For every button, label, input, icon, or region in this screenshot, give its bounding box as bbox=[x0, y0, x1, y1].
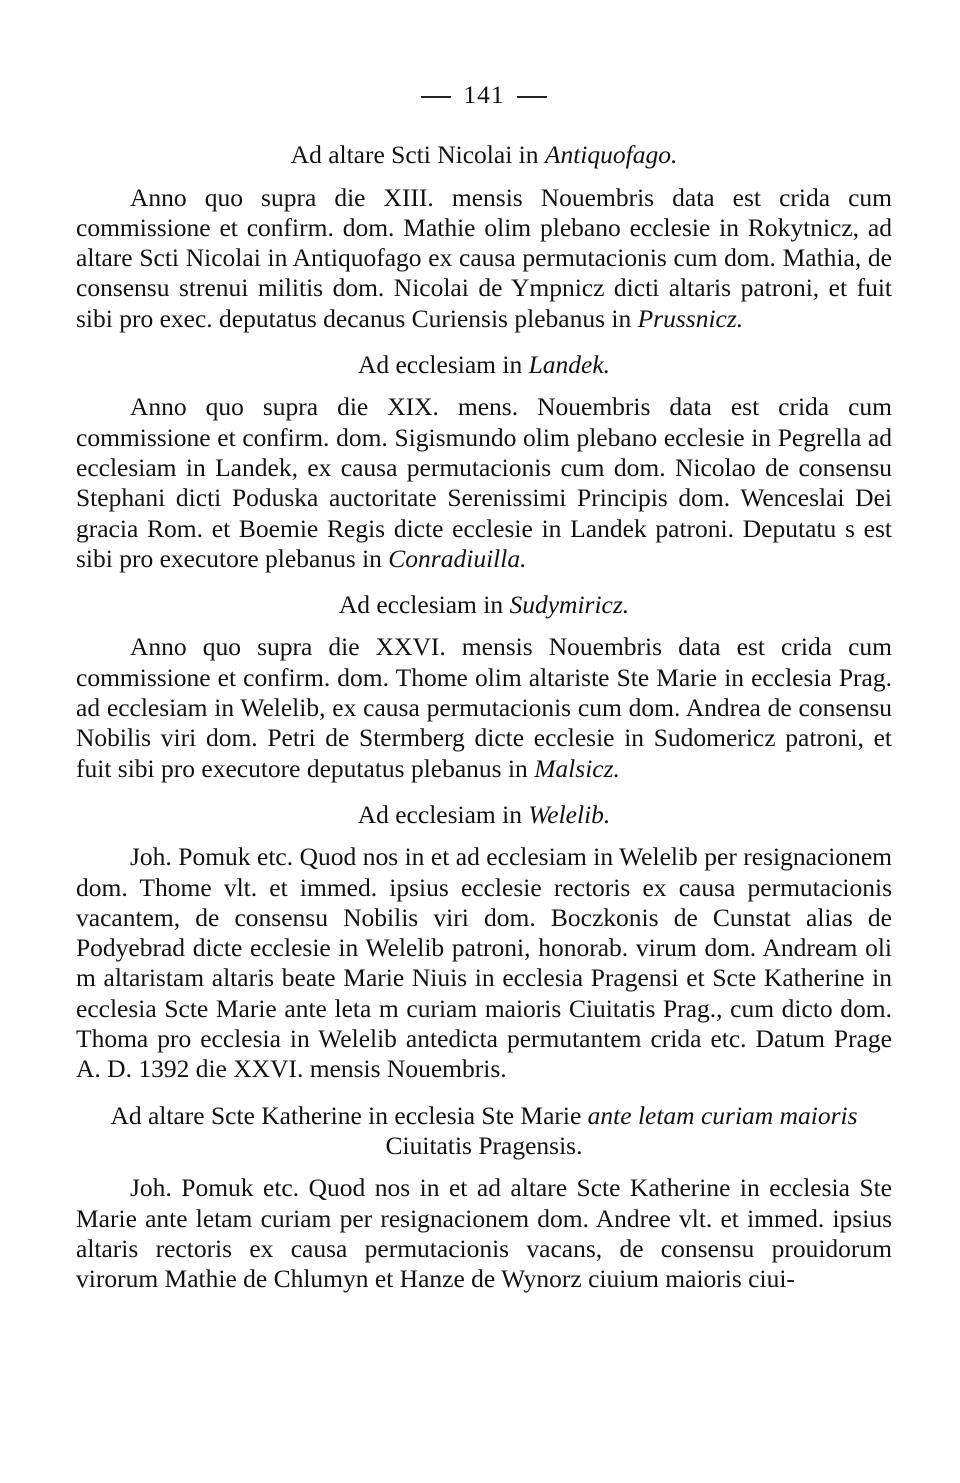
section-heading bbox=[76, 1101, 892, 1162]
section-heading-text: Ciuitatis Pragensis. bbox=[385, 1130, 583, 1160]
section-paragraph-text: Joh. Pomuk etc. Quod nos in et ad altare Scte Katherine in ecclesia Ste Marie ante letam curiam per resignacionem dom. Andree vlt. et immed. ipsius altaris rectoris ex causa permutacionis vacans, de consensu prouidorum virorum Mathie de Chlumyn et Hanze de Wynorz ciuium maioris ciui- bbox=[76, 1173, 892, 1294]
page-number-dash-right bbox=[517, 96, 547, 98]
section-heading-italic-text: Sudymiricz. bbox=[509, 590, 630, 620]
section-heading-italic-text: Landek. bbox=[528, 350, 611, 380]
section-paragraph-text: Anno quo supra die XIX. mens. Nouembris data est crida cum commissione et confirm. dom. Sigismundo olim plebano ecclesie in Pegrella ad ecclesiam in Landek, ex causa permutacionis cum dom. Nicolao de consensu Stephani dicti Poduska auctoritate Serenissimi Principis dom. Wenceslai Dei gracia Rom. et Boemie Regis dicte ecclesie in Landek patroni. Deputatu s est sibi pro executore plebanus in bbox=[76, 392, 892, 573]
page-number-dash-left bbox=[421, 96, 451, 98]
document-body bbox=[76, 140, 892, 1294]
section-paragraph-text: Anno quo supra die XIII. mensis Nouembris data est crida cum commissione et confirm. dom. Mathie olim plebano ecclesie in Rokytnicz, ad altare Scti Nicolai in Antiquofago ex causa permutacionis cum dom. Mathia, de consensu strenui militis dom. Nicolai de Ympnicz dicti altaris patroni, et fuit sibi pro exec. deputatus decanus Curiensis plebanus in bbox=[76, 182, 892, 333]
section-heading-italic-text: ante letam curiam maioris bbox=[587, 1100, 858, 1130]
section-paragraph bbox=[76, 632, 892, 783]
section-heading bbox=[76, 800, 892, 830]
section-paragraph bbox=[76, 392, 892, 574]
section-heading bbox=[76, 590, 892, 620]
section-heading bbox=[76, 140, 892, 170]
page-number: 141 bbox=[463, 80, 505, 109]
section-heading-text: Ad ecclesiam in bbox=[357, 350, 529, 380]
section-paragraph-italic-text: Prussnicz. bbox=[637, 303, 744, 333]
section-heading-text: Ad ecclesiam in bbox=[357, 799, 529, 829]
section-heading-italic-text: Welelib. bbox=[528, 799, 611, 829]
section-paragraph-italic-text: Conradiuilla. bbox=[388, 543, 527, 573]
section-heading-text: Ad altare Scte Katherine in ecclesia Ste Marie bbox=[110, 1100, 588, 1130]
section-paragraph-text: Anno quo supra die XXVI. mensis Nouembris data est crida cum commissione et confirm. dom. Thome olim altariste Ste Marie in ecclesia Prag. ad ecclesiam in Welelib, ex causa permutacionis cum dom. Andrea de consensu Nobilis viri dom. Petri de Stermberg dicte ecclesie in Sudomericz patroni, et fuit sibi pro executore deputatus plebanus in bbox=[76, 632, 892, 783]
section-heading-text: Ad altare Scti Nicolai in bbox=[290, 140, 545, 170]
section-heading-italic-text: Antiquofago. bbox=[544, 140, 678, 170]
page-number-line bbox=[76, 80, 892, 110]
document-page bbox=[76, 80, 892, 1294]
section-heading-text: Ad ecclesiam in bbox=[338, 590, 510, 620]
section-paragraph bbox=[76, 1173, 892, 1294]
section-paragraph-text: Joh. Pomuk etc. Quod nos in et ad ecclesiam in Welelib per resignacionem dom. Thome vlt. et immed. ipsius ecclesie rectoris ex causa permutacionis vacantem, de consensu Nobilis viri dom. Boczkonis de Cunstat alias de Podyebrad dicte ecclesie in Welelib patroni, honorab. virum dom. Andream oli m altaristam altaris beate Marie Niuis in ecclesia Pragensi et Scte Katherine in ecclesia Scte Marie ante leta m curiam maioris Ciuitatis Prag., cum dicto dom. Thoma pro ecclesia in Welelib antedicta permutantem crida etc. Datum Prage A. D. 1392 die XXVI. mensis Nouembris. bbox=[76, 842, 892, 1084]
section-heading bbox=[76, 350, 892, 380]
section-paragraph bbox=[76, 183, 892, 334]
section-paragraph bbox=[76, 842, 892, 1084]
section-paragraph-italic-text: Malsicz. bbox=[534, 753, 620, 783]
